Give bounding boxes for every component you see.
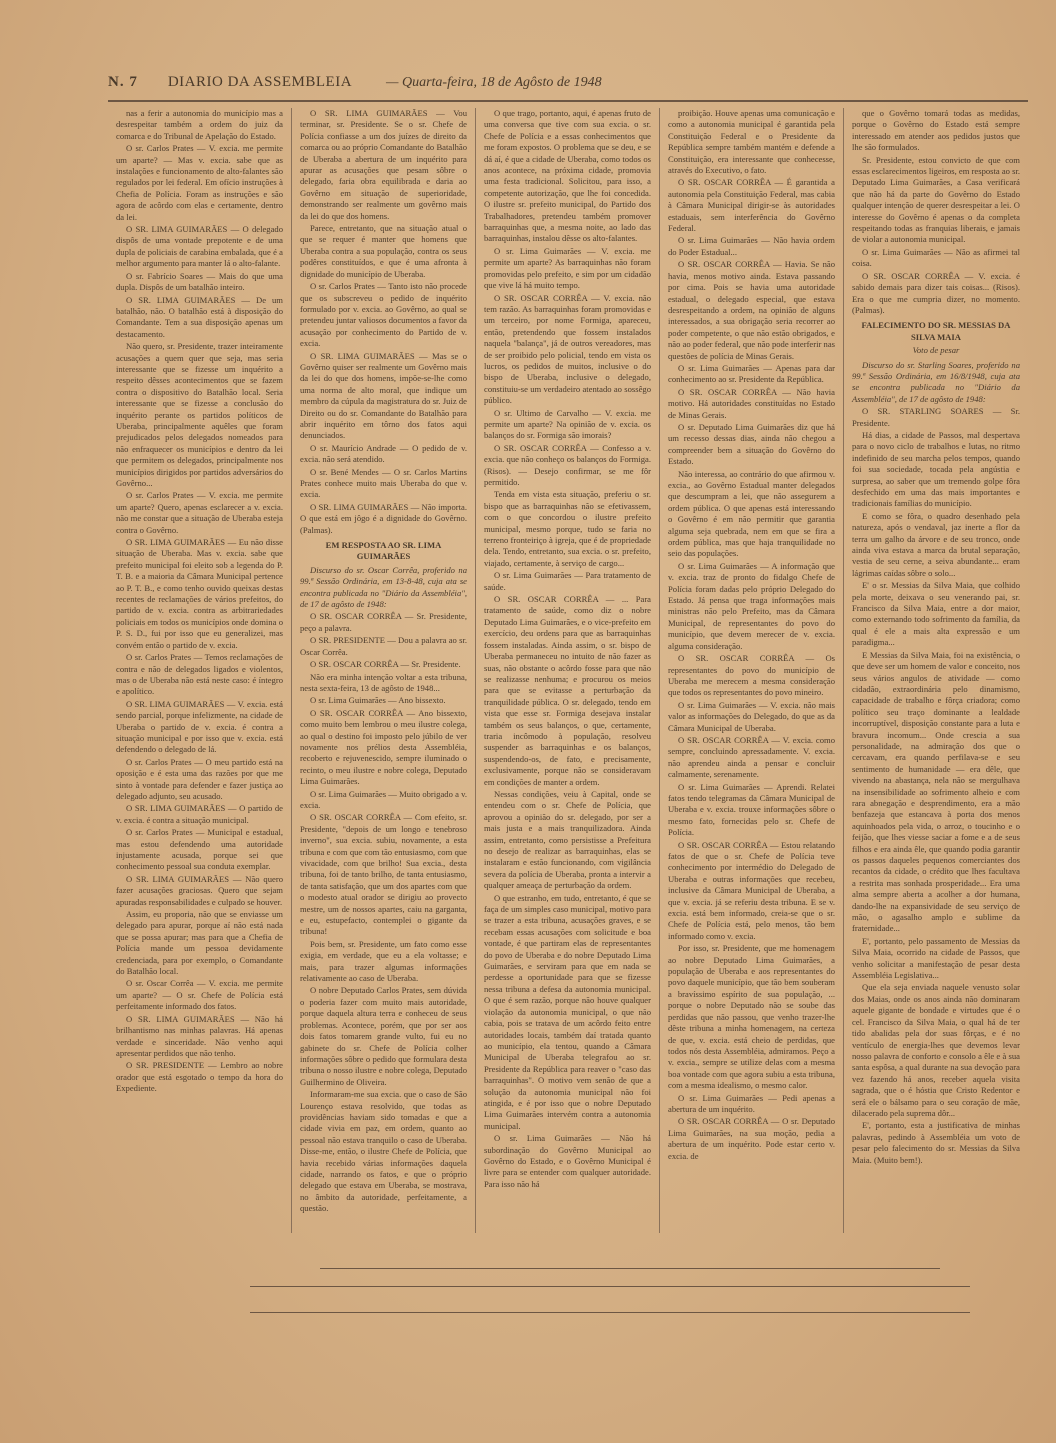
paragraph: O SR. OSCAR CORRÊA — Sr. Presidente, peço a palavra. xyxy=(300,611,467,633)
paragraph: O SR. OSCAR CORRÊA — Os representantes do povo do município de Uberaba me merecem a mesma consideração que todos os representantes do povo mineiro. xyxy=(668,653,835,698)
publication-title: DIARIO DA ASSEMBLEIA xyxy=(167,74,353,90)
publication-date: — Quarta-feira, 18 de Agôsto de 1948 xyxy=(386,75,602,90)
paragraph: que o Govêrno tomará todas as medidas, porque o Govêrno do Estado está sempre interessado em atender aos pedidos justos que lhe são formulados. xyxy=(852,108,1020,153)
paragraph: E', portanto, pelo passamento de Messias da Silva Maia, ocorrido na cidade de Passos, que venho solicitar a manifestação de pesar desta Assembléia Legislativa... xyxy=(852,935,1020,981)
paragraph: O sr. Carlos Prates — Tanto isto não procede que os subscreveu o pedido de inquérito formulado por v. excia. ao Govêrno, ao qual se pretendeu juntar valiosos documentos a favor da acusação por conhecimento do Partido de v. excia. xyxy=(300,281,467,349)
header-rule xyxy=(108,100,1028,102)
paragraph: O SR. LIMA GUIMARÃES — Eu não disse situação de Uberaba. Mas v. excia. sabe que prefeito municipal foi eleito sob a legenda do P. T. B. e a maioria da Câmara Municipal pertence ao P. T. B., e como tenho ouvido queixas destas recentes de reclamações de vários prefeitos, do partido de v. excia. contra as arbitrariedades policiais em todos os municípios onde domina o P. S. D., fui por isso que eu generalizei, mas convém então o partido de v. excia. xyxy=(116,537,283,650)
paragraph: O SR. LIMA GUIMARÃES — O partido de v. excia. é contra a situação municipal. xyxy=(116,803,283,825)
paragraph: O sr. Lima Guimarães — Pedi apenas a abertura de um inquérito. xyxy=(668,1092,835,1114)
paragraph: nas a ferir a autonomia do município mas a desrespeitar também a ordem do juiz da comarca e do Tribunal de Apelação do Estado. xyxy=(116,108,283,141)
column-3 xyxy=(476,108,660,1233)
paragraph: O SR. OSCAR CORRÊA — É garantida a autonomia pela Constituição Federal, mas cabia à Câmara Municipal dirigir-se às autoridades estaduais, sem interferência do Govêrno Federal. xyxy=(668,177,835,234)
paragraph: Discurso do sr. Starling Soares, proferido na 99.ª Sessão Ordinária, em 16/8/1948, cuja ata se encontra publicada no "Diário da Assembléia", de 17 de agôsto de 1948: xyxy=(852,359,1020,404)
paragraph: Há dias, a cidade de Passos, mal despertava para o novo ciclo de trabalhos e lutas, no ritmo indefinido de seu marcha pelos tempos, quando foi sua sociedade, tocada pela angústia e surpresa, ao saber que um tremendo golpe fôra desfechido em uma das mais importantes e tradicionais famílias do município. xyxy=(852,429,1020,509)
paragraph: O SR. PRESIDENTE — Lembro ao nobre orador que está esgotado o tempo da hora do Expediente. xyxy=(116,1060,283,1094)
paragraph: Discurso do sr. Oscar Corrêa, proferido na 99.ª Sessão Ordinária, em 13-8-48, cuja ata se encontra publicada no "Diário da Assembléia", de 17 de agôsto de 1948: xyxy=(300,564,467,610)
footer-rule-2 xyxy=(250,1286,970,1287)
paragraph: O sr. Lima Guimarães — V. excia. não mais valor as informações do Delegado, do que as da Câmara Municipal de Uberaba. xyxy=(668,699,835,733)
paragraph: O SR. OSCAR CORRÊA — ... Para tratamento de saúde, como diz o nobre Deputado Lima Guimarães, e o vice-prefeito em exercício, deu ordens para que as barraquinhas fossem instaladas. Ainda assim, o sr. bispo de Uberaba permaneceu no intuito de não fazer as suas, não obstante o acôrdo fosse para que não se realizasse nenhuma; e procurou os meios para que se evitasse a perturbação da tranquilidade pública. O sr. delegado, tendo em vista que esse sr. Formiga desejava instalar também os seus balanços, o que, certamente, traria incômodo à população, resolveu suspender as barraquinhas e os balanços, suspendendo-os, de fato, e precisamente, exclusivamente, porque não se consideravam em condições de manter a ordem. xyxy=(484,594,651,787)
paragraph: O SR. LIMA GUIMARÃES — Mas se o Govêrno quiser ser realmente um Govêrno mais da lei do que dos homens, impõe-se-lhe como uma norma de alto moral, que indique um membro da cúpula da magistratura do sr. Juiz de Direito ou do sr. Comandante do Batalhão para abrir inquérito em tôrno dos fatos aqui denunciados. xyxy=(300,350,467,441)
paragraph: Que ela seja enviada naquele venusto solar dos Maias, onde os anos ainda não dominaram aquele gigante de bondade e virtudes que é o cel. Francisco da Silva Maia, o qual há de ter tido abalidas pela dor suas fôrças, e é no ventículo de energia-lhes que devemos levar nosso palavra de conforto e consolo a êle e à sua santa espôsa, a qual durante na sua devoção para vez fazendo há anos, receber aquela visita sagrada, que o é hóstia que Cristo Redentor e será ele o bálsamo para o seu coração de mãe, dilacerado pela suprema dôr... xyxy=(852,982,1020,1118)
paragraph: Informaram-me sua excia. que o caso de São Lourenço estava resolvido, que todas as providências haviam sido tomadas e que a cidade vivia em paz, em ordem, quanto ao pessoal não estava tranquilo o caso de Uberaba. Disse-me, então, o ilustre Chefe de Polícia, que havia recebido várias informações daquela cidade, narrando os fatos, e que o próprio delegado que estava em Uberaba, se mostrava, no âmbito da autoridade, perfeitamente, a questão. xyxy=(300,1089,467,1214)
page-header xyxy=(108,74,1028,102)
column-1 xyxy=(108,108,292,1233)
paragraph: O sr. Ultimo de Carvalho — V. excia. me permite um aparte? Na opinião de v. excia. os balanços do sr. Formiga são imorais? xyxy=(484,407,651,441)
section-heading: FALECIMENTO DO SR. MESSIAS DA SILVA MAIA xyxy=(861,320,1011,342)
paragraph: O sr. Oscar Corrêa — V. excia. me permite um aparte? — O sr. Chefe de Polícia está perfeitamente informado dos fatos. xyxy=(116,978,283,1012)
column-4 xyxy=(660,108,844,1233)
paragraph: O SR. OSCAR CORRÊA — O sr. Deputado Lima Guimarães, na sua moção, pedia a abertura de um inquérito. Pode estar certo v. excia. de xyxy=(668,1116,835,1161)
paragraph: Pois bem, sr. Presidente, um fato como esse exigia, em verdade, que eu a ela voltasse; e mais, para trazer algumas informações relativamente ao caso de Uberaba. xyxy=(300,938,467,984)
paragraph: O SR. LIMA GUIMARÃES — De um batalhão, não. O batalhão está à disposição do Comandante. Tem a sua disposição apenas um destacamento. xyxy=(116,294,283,339)
paragraph: O sr. Lima Guimarães — A informação que v. excia. traz de pronto do fidalgo Chefe de Polícia foram dadas pelo próprio Delegado do Estado. Já pensa que traga informações mais ministras não pelo Prefeito, mas da Câmara Municipal, de representantes do povo do município, que devem merecer de v. excia. alguma consideração. xyxy=(668,560,835,651)
paragraph: O sr. Maurício Andrade — O pedido de v. excia. não será atendido. xyxy=(300,442,467,465)
section-subheading: Voto de pesar xyxy=(912,345,960,356)
paragraph: O sr. Carlos Prates — V. excia. me permite um aparte? Quero, apenas esclarecer a v. excia. não me constar que a situação de Uberaba esteja contra o Govêrno. xyxy=(116,490,283,535)
paragraph: O SR. OSCAR CORRÊA — V. excia. é sabido demais para dizer tais coisas... (Risos). Era o que me cumpria dizer, no momento. (Palmas). xyxy=(852,270,1020,315)
paragraph: Assim, eu proporia, não que se enviasse um delegado para apurar, porque aí não está nada que se possa apurar; mas para que a Chefia de Polícia mande um pessoa devidamente credenciada, para por exemplo, o Comandante do Batalhão local. xyxy=(116,909,283,977)
paragraph: O SR. OSCAR CORRÊA — Ano bissexto, como muito bem lembrou o meu ilustre colega, ao qual o destino foi imposto pelo júbilo de ver novamente nos prélios desta Assembléia, recoberto e rejuvenescido, sempre iluminado o recinto, o meu ilustre e nobre colega, Deputado Lima Guimarães. xyxy=(300,707,467,787)
paragraph: E como se fôra, o quadro desenhado pela natureza, após o vendaval, jaz inerte a flor da terra um galho da árvore e de seu tronco, onde ainda viva estava a marca da brutal separação, vestia de seu cerne, a seiva abundante... eram lágrimas caídas sôbre o solo... xyxy=(852,510,1020,578)
paragraph: O SR. OSCAR CORRÊA — Sr. Presidente. xyxy=(310,659,461,670)
paragraph: E' o sr. Messias da Silva Maia, que colhido pela morte, deixava o seu venerando pai, sr. Francisco da Silva Maia, entre a dor maior, como externando todo sofrimento da família, da qual é ele a mais alta expressão e um paradigma... xyxy=(852,580,1020,648)
paragraph: O sr. Carlos Prates — V. excia. me permite um aparte? — Mas v. excia. sabe que as instalações e funcionamento de alto-falantes são regulados por lei federal. Em ofício instruções à Chefia de Polícia. Foram as instruções e são agora de acôrdo com elas e certamente, dentro da lei. xyxy=(116,143,283,222)
paragraph: O que estranho, em tudo, entretanto, é que se faça de um simples caso municipal, motivo para se trazer a esta tribuna, acusações graves, e se recebam essas acusações com solicitude e boa vontade, é que partiram elas de representantes do povo de Uberaba e do nobre Deputado Lima Guimarães, e serviram para que em nada se perdesse a oportunidade para que se fizesse nessa tribuna a defesa da autonomia municipal. O que é sem razão, porque não houve qualquer violação da autonomia municipal, o que não cabia, pois se tratava de um acôrdo feito entre autoridades locais, também daí tratada quanto ao município, ela tentou, quando a Câmara Municipal de Uberaba telegrafou ao sr. Presidente da República para reaver o "caso das barraquinhas". O motivo vem senão de que a solução da autonomia municipal não foi atingida, e é por isso que o nobre Deputado Lima Guimarães intervém contra a autonomia municipal. xyxy=(484,892,651,1131)
paragraph: Não era minha intenção voltar a esta tribuna, nesta sexta-feira, 13 de agôsto de 1948... xyxy=(300,671,467,693)
paragraph: O que trago, portanto, aqui, é apenas fruto de uma conversa que tive com sua excia. o sr. Chefe de Polícia e a essas conhecimentos que me foram expostos. O problema que se deu, e se dá aí, é que a cidade de Uberaba, como todos os anos acontece, na próxima cidade, promovia uma festa tradicional. Solicitou, para isso, a competente autorização, que lhe foi concedida. O ilustre sr. prefeito municipal, do Partido dos Trabalhadores, pretendeu também promover barraquinhas que, a mesma noite, ao lado das barraquinhas, instalou dêsse os alto-falantes. xyxy=(484,108,651,244)
paragraph: O sr. Lima Guimarães — Não havia ordem do Poder Estadual... xyxy=(668,235,835,257)
paragraph: O SR. STARLING SOARES — Sr. Presidente. xyxy=(852,406,1020,428)
paragraph: Sr. Presidente, estou convicto de que com essas esclarecimentos ligeiros, em resposta ao sr. Deputado Lima Guimarães, a Casa verificará que não há da parte do Govêrno do Estado qualquer intenção de querer desrespeitar a lei. O interesse do Govêrno é apenas o da completa respeitando todas as franquias liberais, e jamais de violar a autonomia municipal. xyxy=(852,154,1021,245)
paragraph: O sr. Lima Guimarães — Apenas para dar conhecimento ao sr. Presidente da República. xyxy=(668,362,835,385)
paragraph: O SR. PRESIDENTE — Dou a palavra ao sr. Oscar Corrêa. xyxy=(300,635,467,657)
paragraph: O nobre Deputado Carlos Prates, sem dúvida o poderia fazer com muito mais autoridade, porque daquela altura terra e conheceu de seus problemas. Acontece, porém, que por ser aos dois fatos tomarem grande vulto, fui eu no gabinete do sr. Chefe de Polícia colher informações sôbre o pedido que formulara desta tribuna o nosso ilustre e nobre colega, Deputado Guilhermino de Oliveira. xyxy=(300,985,467,1087)
paragraph: O sr. Lima Guimarães — Ano bissexto. xyxy=(310,695,446,706)
paragraph: O SR. LIMA GUIMARÃES — Não há brilhantismo nas minhas palavras. Há apenas verdade e sinceridade. Não venho aqui apresentar perdidos que não tenho. xyxy=(116,1013,283,1058)
paragraph: O sr. Carlos Prates — Temos reclamações de contra e não de delegados ligados e violentos, mas o de Uberaba não está neste caso: é íntegro e apolítico. xyxy=(116,652,283,697)
paragraph: Não interessa, ao contrário do que afirmou v. excia., ao Govêrno Estadual manter delegados que descumpram a lei, que não assegurem a ordem pública. O que apenas está interessando o Govêrno é em não permitir que garantia alguma seja quebrada, nem em que se fira a ordem pública, mas que haja tranquilidade no seio das populações. xyxy=(668,468,835,559)
paragraph: O SR. LIMA GUIMARÃES — V. excia. está sendo parcial, porque infelizmente, na cidade de Uberaba o partido de v. excia. é contra a situação municipal e por isso que v. excia. está defendendo o delegado de lá. xyxy=(116,698,283,755)
paragraph: O sr. Lima Guimarães — Não as afirmei tal coisa. xyxy=(852,246,1020,269)
paragraph: O SR. OSCAR CORRÊA — Havia. Se não havia, menos motivo ainda. Estava passando por cima. Pois se havia uma autoridade estadual, o delegado especial, que estava desrespeitando a ordem, na opinião de alguns interessados, a sua obrigação seria recorrer ao poder competente, o que não estão obrigados, e não ao poder federal, que não pode interferir nas questões de polícia de Minas Gerais. xyxy=(668,259,835,361)
paragraph: O SR. LIMA GUIMARÃES — Não quero fazer acusações graciosas. Quero que sejam apuradas responsabilidades e culpado se houver. xyxy=(116,873,283,907)
paragraph: E Messias da Silva Maia, foi na existência, o que deve ser um homem de valor e conceito, nos seus vários angulos de atividade — como cidadão, extraordinária pelo dinamismo, capacidade de trabalho e fôrça criadora; como político seu traço dominante a lealdade incorruptível, disposição constante para a luta e bravura incomum... Onde crescia a sua personalidade, na admiração dos que o cercavam, era quando perfilava-se e seu sentimento de humanidade — era dêle, que vivendo na abastança, nela não se mergulhava na insensibilidade ao sofrimento alheio e com rara abnegação e desprendimento, era a mão benfazeja que estancava à porta dos menos aquinhoados pela vida, o arroz, o toucinho e o feijão, que lhes viesse saciar a fome e a de seus filhos e era ainda êle, que quando podia garantir os passos daqueles pequenos comerciantes dos recantos da cidade, o crédito que lhes facultava a restrita mas sonhada prosperidade... Era uma alma sempre aberta a acolher a dor humana, dando-lhe na expansividade de seu serviço de mão, o agasalho amplo e sublime da fraternidade... xyxy=(852,649,1020,934)
paragraph: O SR. OSCAR CORRÊA — Com efeito, sr. Presidente, "depois de um longo e tenebroso inverno", sua excia. subiu, novamente, a esta tribuna e com que com tão entusiasmo, com que vivacidade, com que brilho! Sua excia., desta tribuna, foi de tanto brilho, de tanta entusiasmo, de tanta satisfação, que um dos apartes com que o modesto atual orador se dirigiu ao provecto mestre, um de nossos apartes, caiu na garganta, e eu, estupefacto, contemplei o gigante da tribuna! xyxy=(300,812,467,937)
paragraph: Tenda em vista esta situação, preferiu o sr. bispo que as barraquinhas não se efetivassem, com o que concordou o ilustre prefeito municipal, mesmo porque, tudo se faria no terreno fronteiriço à igreja, que é de propriedade dela. Tendo, entretanto, sua excia. o sr. prefeito, viajado, certamente, à serviço de cargo... xyxy=(484,489,651,568)
issue-number: N. 7 xyxy=(108,74,138,90)
paragraph: O sr. Lima Guimarães — Aprendi. Relatei fatos tendo telegramas da Câmara Municipal de Uberaba e v. excia. trouxe informações sôbre o mesmo fato, fornecidas pelo sr. Chefe de Polícia. xyxy=(668,781,835,838)
paragraph: O SR. OSCAR CORRÊA — V. excia. não tem razão. As barraquinhas foram promovidas e um terceiro, por nome Formiga, apareceu, então, pretendendo que fossem instalados naquela "balança", já de outros vereadores, mas de ser proibido pelo policial, tendo em vista os lucros, os pedidos de muitos, inclusive o do bispo de Uberaba, inclusive o delegado, constituiu-se um verdadeiro atentado ao sossêgo público. xyxy=(484,292,651,406)
paragraph: O SR. OSCAR CORRÊA — V. excia. como sempre, concluindo apressadamente. V. excia. não aprendeu ainda a pensar e concluir calmamente, serenamente. xyxy=(668,734,835,780)
article-columns xyxy=(108,108,1028,1233)
paragraph: O sr. Lima Guimarães — Para tratamento de saúde. xyxy=(484,570,651,592)
column-2 xyxy=(292,108,476,1233)
paragraph: O sr. Deputado Lima Guimarães diz que há um recesso dessas dias, ainda não chegou a compreender bem a situação do Govêrno do Estado. xyxy=(668,421,835,467)
paragraph: O sr. Bené Mendes — O sr. Carlos Martins Prates conhece muito mais Uberaba do que v. excia. xyxy=(300,466,467,500)
paragraph: O SR. OSCAR CORRÊA — Não havia motivo. Há autoridades constituídas no Estado de Minas Gerais. xyxy=(668,386,835,420)
paragraph: O sr. Fabrício Soares — Mais do que uma dupla. Dispôs de um batalhão inteiro. xyxy=(116,270,283,293)
paragraph: O SR. LIMA GUIMARÃES — O delegado dispôs de uma vontade prepotente e de uma dupla de policiais de carabina embalada, que é a melhor argumento para manter lá o alto-falante. xyxy=(116,224,283,269)
section-heading: EM RESPOSTA AO SR. LIMA GUIMARÃES xyxy=(325,540,442,562)
column-5 xyxy=(844,108,1028,1233)
paragraph: O SR. LIMA GUIMARÃES — Vou terminar, sr. Presidente. Se o sr. Chefe de Polícia confiasse a um dos juízes de direito da comarca ou ao próprio Comandante do Batalhão de Uberaba a abertura de um inquérito para apurar as acusações que pesam sôbre o delegado, faria obra equilibrada e daria ao Govêrno em situação de superioridade, demonstrando ser realmente um govêrno mais da lei do que dos homens. xyxy=(300,108,467,221)
paragraph: Não quero, sr. Presidente, trazer inteiramente acusações a quem quer que seja, mas seria interessante que se fizesse um inquérito a respeito dêsses acontecimentos que se fazem contra o dispositivo do Batalhão local. Seria interessante que se fizesse a conclusão do inquérito perante os partidos políticos de Uberaba, principalmente aquêles que foram prejudicados pelos delegados nomeados para não enfraquecer os municípios e dentro da lei que permitem os delegados, principalmente nos municípios dirigidos por partidos adversários do Govêrno... xyxy=(116,341,283,488)
paragraph: proibição. Houve apenas uma comunicação e como a autonomia municipal é garantida pela Constituição Federal e o Presidente da República sempre também mantém e defende a Constituição, era interessante que conhecesse, através do Executivo, o fato. xyxy=(668,108,835,176)
paragraph: O SR. LIMA GUIMARÃES — Não importa. O que está em jôgo é a dignidade do Govêrno. (Palmas). xyxy=(300,501,467,535)
paragraph: E', portanto, esta a justificativa de minhas palavras, pedindo à Assembléia um voto de pesar pelo falecimento do sr. Messias da Silva Maia. (Muito bem!). xyxy=(852,1120,1020,1165)
paragraph: O sr. Lima Guimarães — Não há subordinação do Govêrno Municipal ao Govêrno do Estado, e o Govêrno Municipal é livre para se entender com qualquer autoridade. Para isso não há xyxy=(484,1133,651,1189)
paragraph: O sr. Lima Guimarães — Muito obrigado a v. excia. xyxy=(300,788,467,810)
paragraph: Parece, entretanto, que na situação atual o que se requer é manter que homens que Uberaba contra a sua população, contra os seus podêres constituídos, e que é uma afronta à dignidade do município de Uberaba. xyxy=(300,223,467,279)
paragraph: Nessas condições, veiu à Capital, onde se entendeu com o sr. Chefe de Polícia, que aprovou a opinião do sr. delegado, por ser a mais justa e a mais tranquilizadora. Ainda assim, entretanto, como persistisse a Prefeitura no desejo de realizar as barraquinhas, elas se instalaram e estão funcionando, com vigilância severa da polícia de Uberaba, pronta a intervir a qualquer ameaça de perturbação da ordem. xyxy=(484,788,651,891)
paragraph: O SR. OSCAR CORRÊA — Estou relatando fatos de que o sr. Chefe de Polícia teve conhecimento por intermédio do Delegado de Uberaba e outras informações que recebeu, inclusive da Câmara Municipal de Uberaba, a que v. excia. já se referiu desta tribuna. E se v. excia. está bem informado, creia-se que o sr. Chefe de Polícia está, pelo menos, tão bem informado como v. excia. xyxy=(668,839,835,941)
paragraph: O sr. Carlos Prates — Municipal e estadual, mas estou defendendo uma autoridade injustamente acusada, porque sei que conhecimento pessoal sua conduta exemplar. xyxy=(116,827,283,872)
footer-rule-3 xyxy=(250,1312,970,1313)
paragraph: O sr. Carlos Prates — O meu partido está na oposição e é esta uma das razões por que me sinto à vontade para defender e fazer justiça ao delegado adjunto, seu acusado. xyxy=(116,756,283,801)
paragraph: O sr. Lima Guimarães — V. excia. me permite um aparte? As barraquinhas não foram promovidas pelo prefeito, e sim por um cidadão que vive lá há muito tempo. xyxy=(484,245,651,291)
footer-rule-1 xyxy=(320,1268,940,1269)
paragraph: Por isso, sr. Presidente, que me homenagem ao nobre Deputado Lima Guimarães, a população de Uberaba e aos representantes do povo daquele município, que tão bem souberam a bravíssimo espírito de sua população, ... porque o nobre Deputado não se soube das perdidas que não passou, que venho trazer-lhe dêste tribuna a minha homenagem, na certeza de que, v. excia. está cheio de perdidas, que todos nós desta Assembléia, admiramos. Peço a v. excia., sempre se utilize delas com a mesma boa vontade com que agora subiu a esta tribuna, com a mesma idealismo, o mesmo calor. xyxy=(668,943,835,1091)
paragraph: O SR. OSCAR CORRÊA — Confesso a v. excia. que não conheço os balanços do Formiga. (Risos). — Desejo confirmar, se me fôr permitido. xyxy=(484,442,651,487)
